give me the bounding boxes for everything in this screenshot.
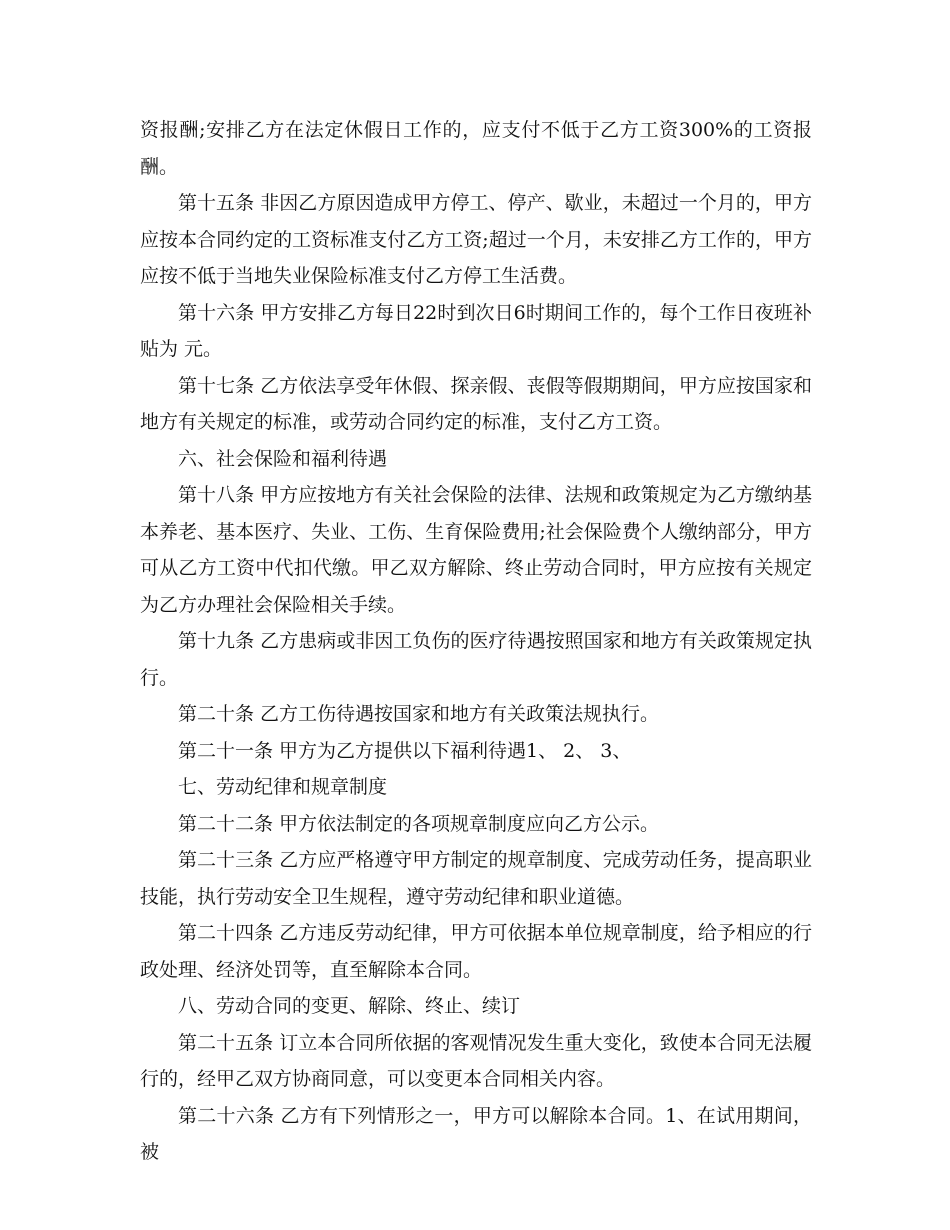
paragraph-article-23: 第二十三条 乙方应严格遵守甲方制定的规章制度、完成劳动任务，提高职业技能，执行劳动安全卫生规程，遵守劳动纪律和职业道德。	[140, 849, 812, 908]
paragraph-article-22: 第二十二条 甲方依法制定的各项规章制度应向乙方公示。	[178, 812, 660, 835]
paragraph-article-19: 第十九条 乙方患病或非因工负伤的医疗待遇按照国家和地方有关政策规定执行。	[140, 630, 812, 689]
paragraph-article-16: 第十六条 甲方安排乙方每日22时到次日6时期间工作的，每个工作日夜班补贴为 元。	[140, 301, 812, 360]
paragraph-article-17: 第十七条 乙方依法享受年休假、探亲假、丧假等假期期间，甲方应按国家和地方有关规定的标准，或劳动合同约定的标准，支付乙方工资。	[140, 374, 812, 433]
paragraph-article-20: 第二十条 乙方工伤待遇按国家和地方有关政策法规执行。	[178, 703, 660, 725]
paragraph-article-18: 第十八条 甲方应按地方有关社会保险的法律、法规和政策规定为乙方缴纳基本养老、基本医疗、失业、工伤、生育保险费用;社会保险费个人缴纳部分，甲方可从乙方工资中代扣代缴。甲乙双方解除、终止劳动合同时，甲方应按有关规定为乙方办理社会保险相关手续。	[140, 484, 812, 616]
section-heading-contract-changes: 八、劳动合同的变更、解除、终止、续订	[178, 995, 521, 1017]
paragraph-article-26: 第二十六条 乙方有下列情形之一，甲方可以解除本合同。1、在试用期间，被	[140, 1104, 812, 1163]
section-heading-social-insurance: 六、社会保险和福利待遇	[178, 447, 388, 470]
paragraph-article-21: 第二十一条 甲方为乙方提供以下福利待遇1、 2、 3、	[178, 739, 632, 762]
section-heading-labor-discipline: 七、劳动纪律和规章制度	[178, 776, 388, 798]
document-body	[140, 112, 812, 1171]
paragraph-article-24: 第二十四条 乙方违反劳动纪律，甲方可依据本单位规章制度，给予相应的行政处理、经济处罚等，直至解除本合同。	[140, 922, 812, 981]
paragraph-article-15: 第十五条 非因乙方原因造成甲方停工、停产、歇业，未超过一个月的，甲方应按本合同约定的工资标准支付乙方工资;超过一个月，未安排乙方工作的，甲方应按不低于当地失业保险标准支付乙方停工生活费。	[140, 192, 812, 287]
paragraph-article-25: 第二十五条 订立本合同所依据的客观情况发生重大变化，致使本合同无法履行的，经甲乙双方协商同意，可以变更本合同相关内容。	[140, 1031, 812, 1090]
paragraph-wage-continuation: 资报酬;安排乙方在法定休假日工作的，应支付不低于乙方工资300%的工资报酬。	[140, 119, 812, 178]
